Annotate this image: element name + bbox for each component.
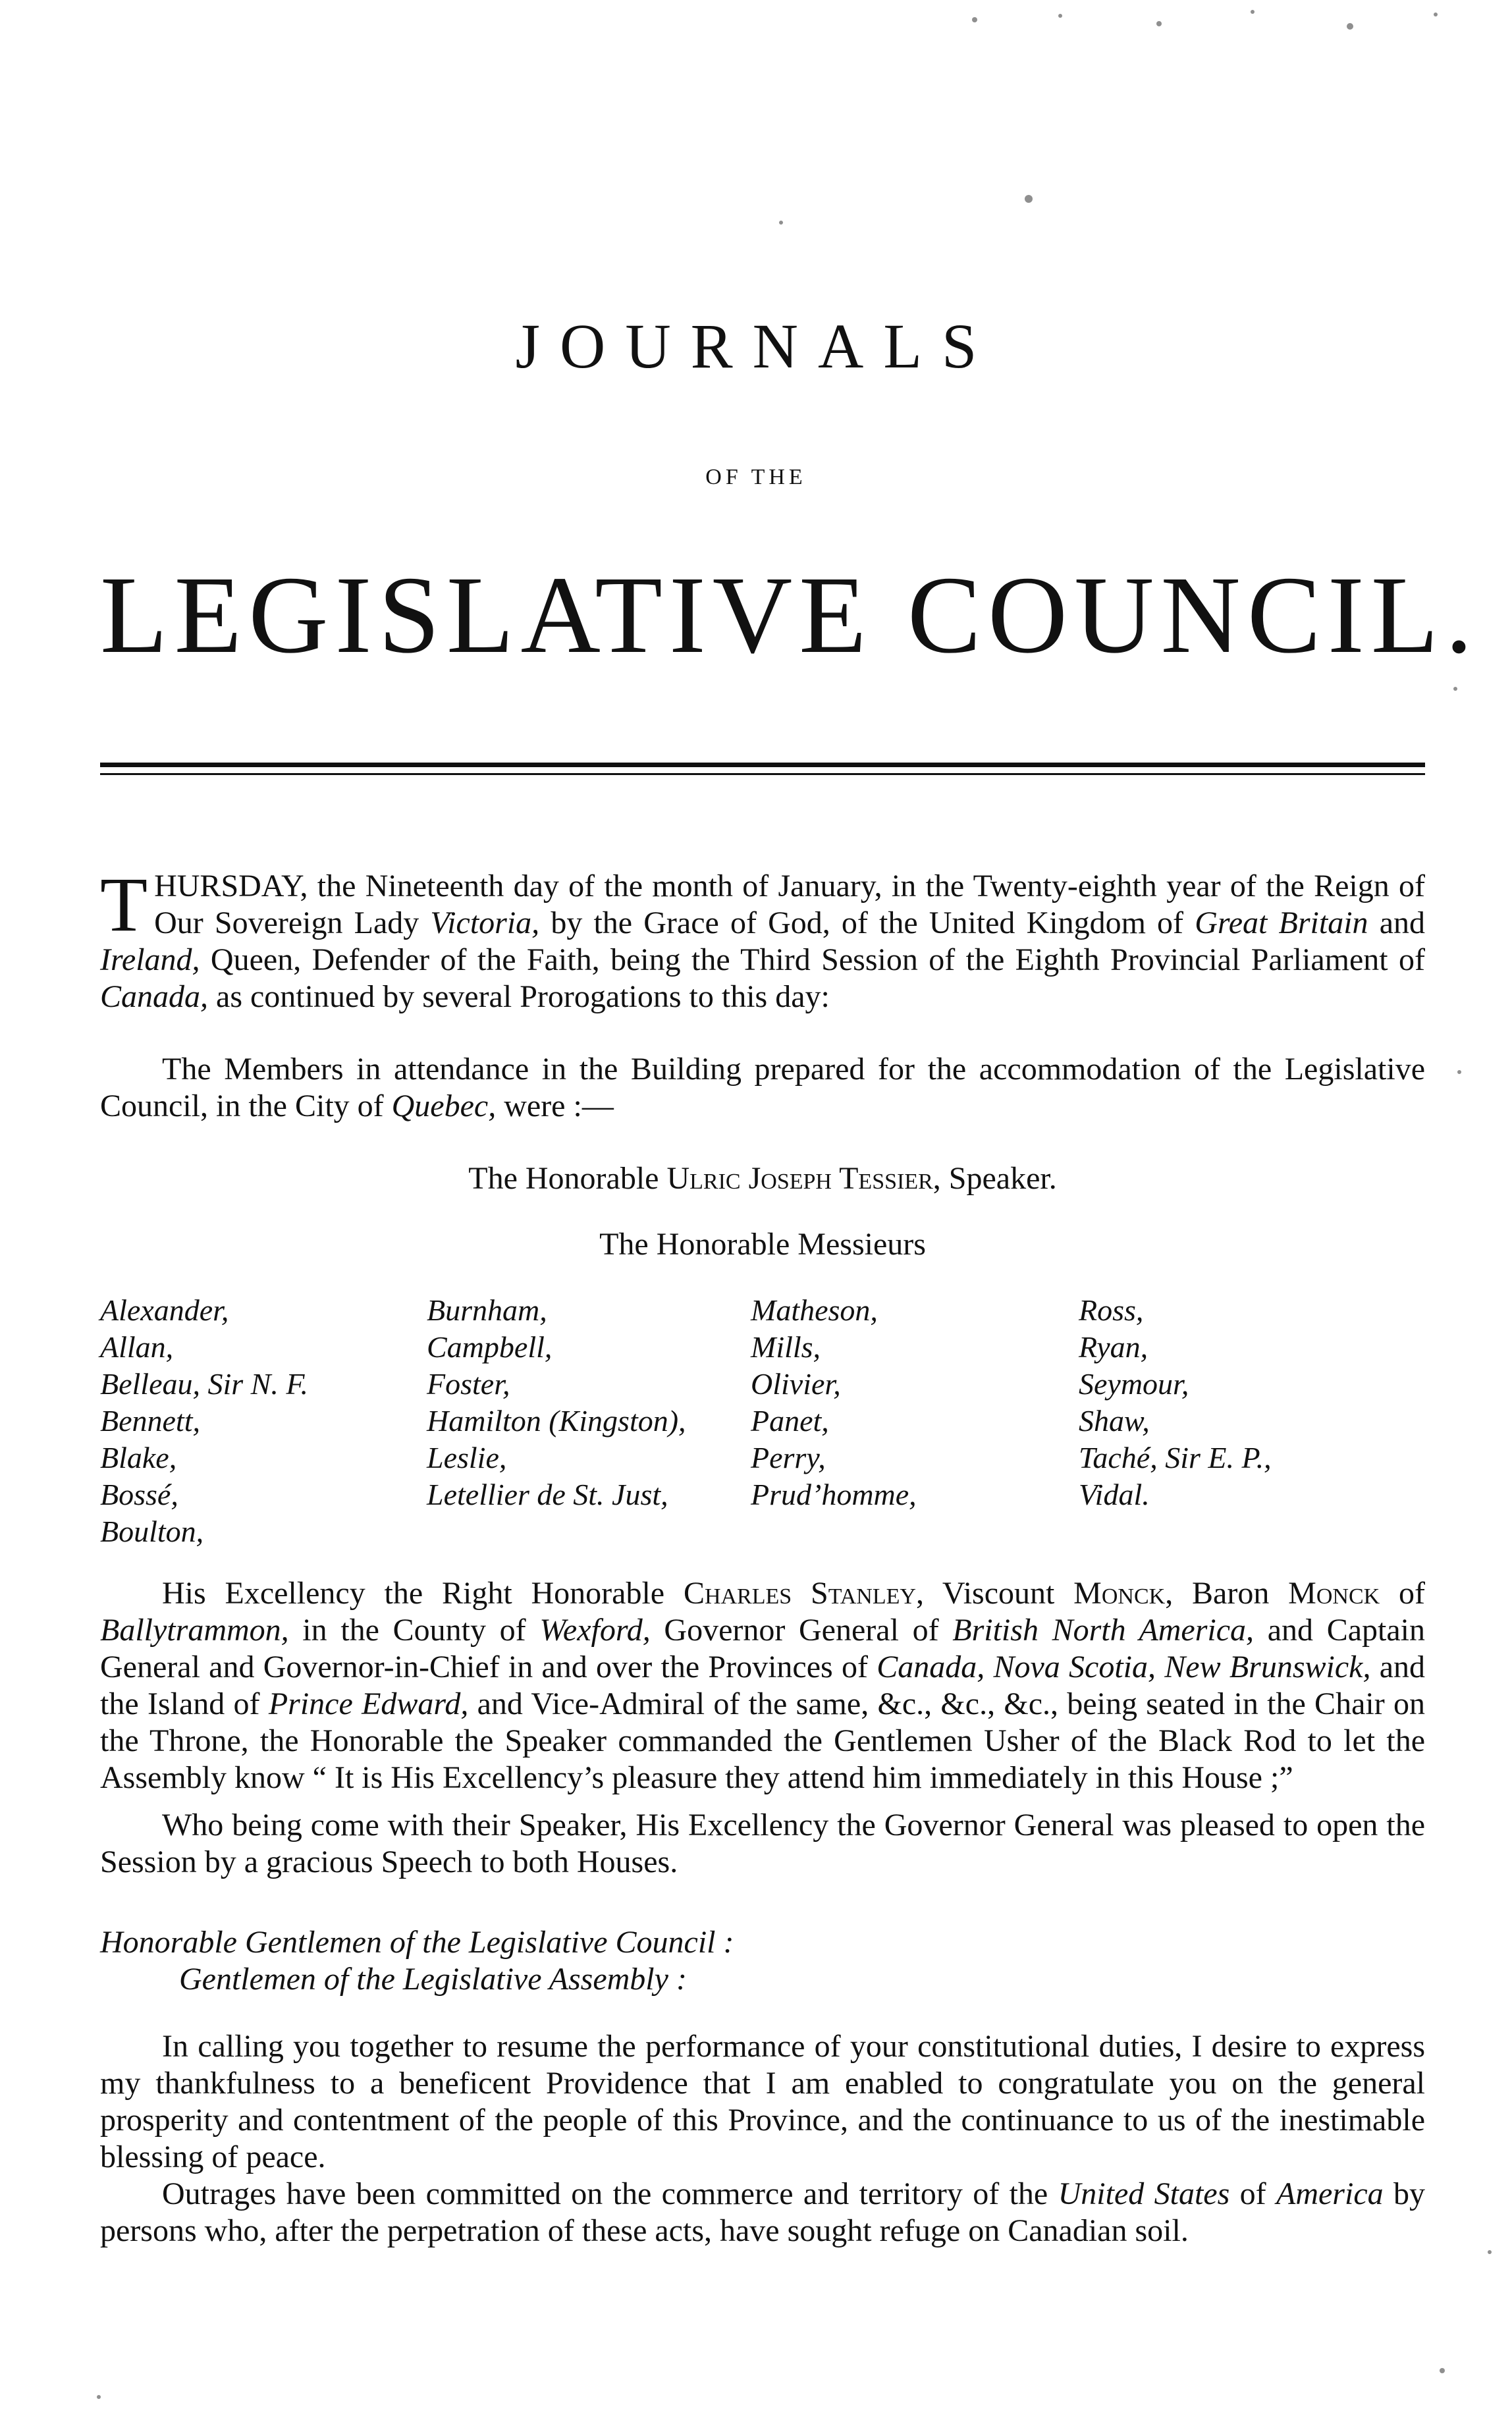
- member-name: Hamilton (Kingston),: [427, 1404, 686, 1438]
- address-legislative-council: Honorable Gentlemen of the Legislative Council :: [100, 1925, 734, 1960]
- member-name: Shaw,: [1079, 1404, 1150, 1438]
- members-column-1: [100, 1292, 308, 1550]
- text-run: Monck: [1288, 1576, 1380, 1611]
- text-run: Ireland,: [100, 942, 200, 977]
- text-run: Wexford,: [539, 1613, 651, 1648]
- text-run: British North America,: [952, 1613, 1255, 1648]
- text-run: Canada,: [100, 979, 209, 1014]
- member-name: Seymour,: [1079, 1367, 1189, 1401]
- messieurs-heading: The Honorable Messieurs: [599, 1227, 926, 1262]
- member-name: Alexander,: [100, 1293, 229, 1327]
- member-name: Foster,: [427, 1367, 510, 1401]
- text-run: of: [1380, 1576, 1425, 1611]
- text-run: and Captain General and Governor-in-Chief in and over the Provinces of: [100, 1613, 1426, 1684]
- member-name: Panet,: [751, 1404, 829, 1438]
- text-run: Quebec,: [391, 1089, 497, 1123]
- member-name: Leslie,: [427, 1441, 507, 1474]
- members-column-3: [751, 1292, 917, 1513]
- text-run: Governor General of: [650, 1613, 953, 1648]
- members-column-4: [1079, 1292, 1272, 1513]
- member-name: Bennett,: [100, 1404, 200, 1438]
- member-name: Boulton,: [100, 1515, 204, 1548]
- text-run: by persons who, after the perpetration of these acts, have sought refuge on Canadian soil.: [100, 2176, 1425, 2248]
- member-name: Taché, Sir E. P.,: [1079, 1441, 1272, 1474]
- drop-cap: T: [100, 861, 148, 948]
- text-run: Baron: [1173, 1576, 1289, 1611]
- text-run: America: [1276, 2176, 1384, 2211]
- member-name: Mills,: [751, 1330, 821, 1364]
- text-run: as continued by several Prorogations to this day:: [208, 979, 830, 1014]
- address-legislative-assembly: Gentlemen of the Legislative Assembly :: [179, 1962, 687, 1997]
- text-run: Victoria,: [430, 905, 540, 940]
- member-name: Letellier de St. Just,: [427, 1478, 668, 1511]
- text-run: Nova Scotia,: [993, 1650, 1156, 1684]
- governor-paragraph: [100, 1575, 1425, 1796]
- text-run: Prince Edward,: [268, 1686, 469, 1721]
- member-name: Blake,: [100, 1441, 177, 1474]
- text-run: The Honorable: [468, 1161, 667, 1196]
- speech-paragraph-1: In calling you together to resume the performance of your constitutional duties, I desire to express my thankfulness to a beneficent Providence that I am enabled to congratulate you on the general prosperity and contentment of the people of this Province, and the continuance to us of the inestimable blessing of peace.: [100, 2029, 1425, 2174]
- session-opening-paragraph: Who being come with their Speaker, His Excellency the Governor General was pleased to open the Session by a gracious Speech to both Houses.: [100, 1808, 1425, 1879]
- text-run: were :—: [496, 1089, 614, 1123]
- text-run: Great Britain: [1195, 905, 1368, 940]
- double-rule-thin: [100, 773, 1425, 775]
- text-run: The Members in attendance in the Building prepared for the accommodation of the Legislative Council, in the City of: [100, 1052, 1425, 1123]
- text-run: His Excellency the Right Honorable: [162, 1576, 684, 1611]
- text-run: United States: [1058, 2176, 1230, 2211]
- text-run: Ballytrammon,: [100, 1613, 289, 1648]
- member-name: Belleau, Sir N. F.: [100, 1367, 309, 1401]
- speaker-name: Ulric Joseph Tessier,: [666, 1161, 941, 1196]
- member-name: Prud’homme,: [751, 1478, 917, 1511]
- text-run: in the County of: [288, 1613, 540, 1648]
- text-run: Queen, Defender of the Faith, being the Third Session of the Eighth Provincial Parliament of: [200, 942, 1425, 977]
- text-run: Monck,: [1073, 1576, 1174, 1611]
- members-column-2: [427, 1292, 686, 1513]
- speaker-line: [100, 1160, 1425, 1197]
- text-run: New Brunswick,: [1164, 1650, 1371, 1684]
- member-name: Olivier,: [751, 1367, 841, 1401]
- opening-paragraph: [100, 861, 1425, 1015]
- member-name: Burnham,: [427, 1293, 547, 1327]
- text-run: by the Grace of God, of the United Kingdom of: [539, 905, 1195, 940]
- text-run: of: [1229, 2176, 1277, 2211]
- text-run: Speaker.: [940, 1161, 1057, 1196]
- member-name: Vidal.: [1079, 1478, 1150, 1511]
- member-name: Ryan,: [1079, 1330, 1148, 1364]
- member-name: Allan,: [100, 1330, 174, 1364]
- text-run: Canada,: [877, 1650, 985, 1684]
- text-run: and Vice-Admiral of the same, &c., &c., &c., being seated in the Chair on the Throne, the Honorable the Speaker commanded the Gentlemen Usher of the Black Rod to let the Assembly know “ It is His Excellency’s pleasure they attend him immediately in this House ;”: [100, 1686, 1426, 1795]
- member-name: Matheson,: [751, 1293, 878, 1327]
- title-of-the: OF THE: [705, 465, 807, 489]
- title-journals: JOURNALS: [515, 311, 997, 381]
- text-run: and: [1368, 905, 1425, 940]
- title-legislative-council: LEGISLATIVE COUNCIL.: [100, 554, 1480, 676]
- text-run: HURSDAY, the Nineteenth day of the month of January, in the Twenty-eighth year of the Reign of Our Sovereign Lady: [154, 869, 1425, 940]
- member-name: Ross,: [1079, 1293, 1144, 1327]
- member-name: Campbell,: [427, 1330, 553, 1364]
- text-run: [985, 1650, 993, 1684]
- text-run: [1156, 1650, 1164, 1684]
- double-rule-thick: [100, 763, 1425, 767]
- member-name: Perry,: [751, 1441, 826, 1474]
- members-intro-paragraph: [100, 1051, 1425, 1125]
- text-run: Viscount: [923, 1576, 1074, 1611]
- speech-paragraph-2: [100, 2176, 1425, 2249]
- text-run: and the Island of: [100, 1650, 1426, 1721]
- governor-name: Charles Stanley,: [683, 1576, 924, 1611]
- text-run: Outrages have been committed on the commerce and territory of the: [162, 2176, 1058, 2211]
- member-name: Bossé,: [100, 1478, 178, 1511]
